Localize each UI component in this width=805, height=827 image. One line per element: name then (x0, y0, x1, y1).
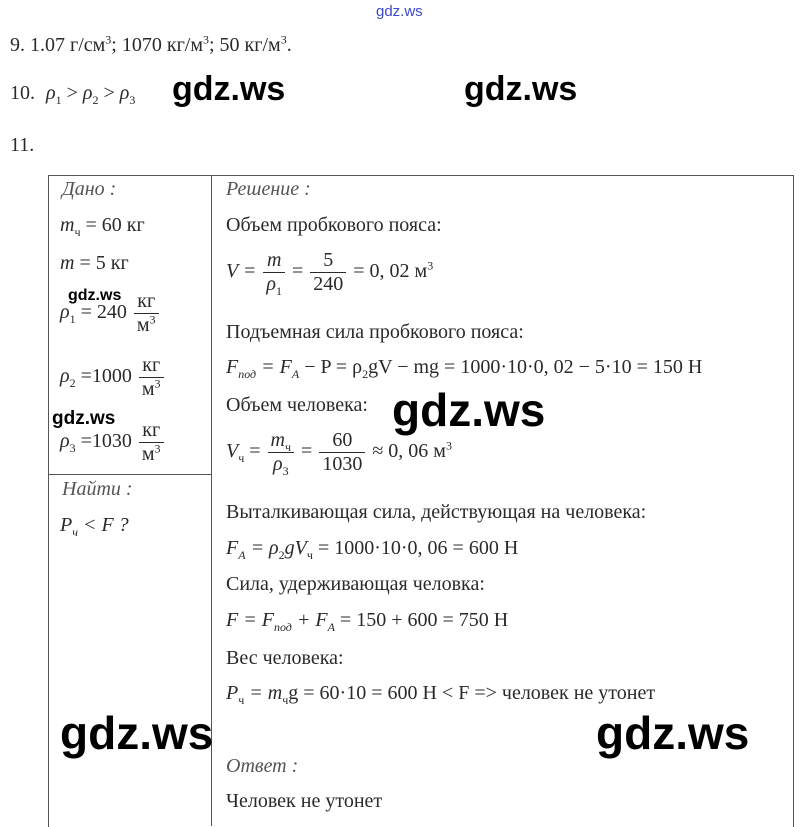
formula-weight: $P_ч = m_чg = 60\cdot 10 = 600$ Н < F => человек не утонет (226, 682, 656, 707)
solution-header: Решение : (226, 178, 311, 200)
formula-buoyant-force: $F_A = \rho_2gV_ч = 1000\cdot 10\cdot 0$, 06 = 600 Н (226, 537, 519, 562)
answer-header: Ответ : (226, 755, 299, 777)
watermark-center: gdz.ws (392, 384, 546, 436)
watermark-bottom-right: gdz.ws (596, 707, 750, 759)
answer-9-number: 9. (10, 34, 25, 56)
solution-line-belt-volume: Объем пробкового пояса: (226, 214, 442, 236)
answer-text: Человек не утонет (226, 790, 383, 812)
solution-line-weight: Вес человека: (226, 647, 344, 669)
given-density-3: $\rho_3 =1030$ $\frac{кг}{м^3}$ (60, 420, 166, 465)
given-density-1: $\rho_1 = 240$ $\frac{кг}{м^3}$ (60, 291, 161, 336)
given-header: Дано : (62, 178, 117, 200)
answer-10: 10. $\rho_1 > \rho_2 > \rho_3$ (10, 82, 136, 107)
solution-line-lift-force: Подъемная сила пробкового пояса: (226, 321, 524, 343)
watermark-line10-a: gdz.ws (172, 70, 286, 108)
answer-9: 9. 1.07 $г/см^3$; 1070 $кг/м^3$; 50 $кг/м^3$. (10, 32, 292, 56)
solution-line-person-volume: Объем человека: (226, 394, 368, 416)
watermark-given-b: gdz.ws (52, 408, 116, 429)
watermark-top: gdz.ws (376, 3, 423, 20)
find-question: $P_ч < F$ ? (60, 514, 129, 539)
solution-line-holding-force: Сила, удерживающая человка: (226, 573, 485, 595)
answer-11-number: 11. (10, 134, 35, 156)
solution-line-buoyant-force: Выталкивающая сила, действующая на человека: (226, 501, 647, 523)
table-divider-given (48, 474, 211, 475)
answer-10-number: 10. (10, 82, 35, 104)
given-density-2: $\rho_2 =1000$ $\frac{кг}{м^3}$ (60, 355, 166, 400)
find-header: Найти : (62, 478, 133, 500)
formula-person-volume: $V_ч$ = $\frac{m_ч}{\rho_3}$ = $\frac{60}{1030}$ ≈ 0, 06 $м^3$ (226, 429, 452, 478)
formula-lift-force: $F_{под} = F_A - P = \rho_2gV$ − mg = 1000·10·0, 02 − 5·10 = 150 Н (226, 356, 703, 381)
formula-belt-volume: V = $\frac{m}{\rho_1}$ = $\frac{5}{240}$ = 0, 02 $м^3$ (226, 249, 434, 298)
given-mass-belt: m = 5 кг (60, 252, 129, 274)
watermark-given-a: gdz.ws (68, 287, 122, 304)
watermark-bottom-left: gdz.ws (60, 707, 214, 759)
watermark-line10-b: gdz.ws (464, 70, 578, 108)
given-mass-person: $m_ч = 60$ кг (60, 214, 145, 239)
formula-holding-force: $F = F_{под} + F_A = 150 + 600 = 750$ Н (226, 609, 509, 634)
